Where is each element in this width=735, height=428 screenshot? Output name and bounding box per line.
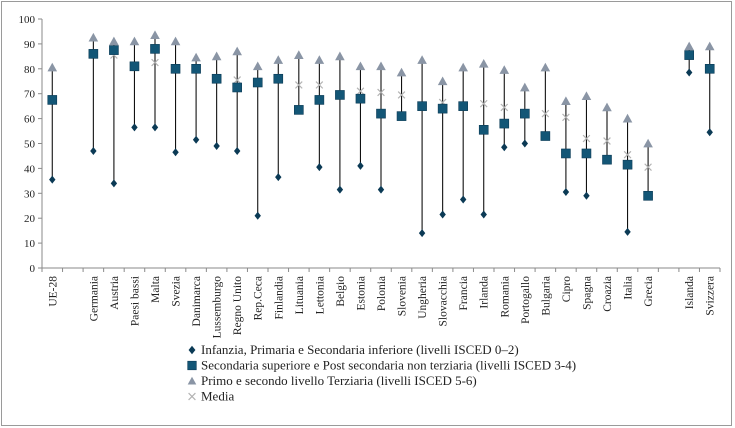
y-tick-label: 40: [24, 163, 35, 176]
tertiary-point: [273, 55, 283, 64]
tertiary-point: [130, 37, 140, 46]
x-tick-label: Rep.Ceca: [252, 276, 265, 321]
low-education-point: [172, 148, 178, 156]
legend: [188, 342, 576, 404]
x-tick-label: Danimarca: [191, 276, 204, 327]
tertiary-point: [499, 65, 509, 74]
y-tick-label: 10: [24, 238, 35, 251]
y-tick-label: 60: [24, 113, 35, 126]
y-tick-label: 90: [24, 38, 35, 51]
tertiary-point: [520, 83, 530, 92]
low-education-point: [501, 143, 507, 151]
x-tick-label: Austria: [108, 276, 121, 310]
low-education-point: [49, 176, 55, 184]
x-tick-label: Bulgaria: [540, 276, 553, 316]
tertiary-point: [47, 63, 57, 72]
upper-secondary-point: [315, 95, 324, 104]
legend-item: [188, 373, 477, 388]
tertiary-point: [376, 62, 386, 71]
upper-secondary-point: [48, 95, 57, 104]
legend-marker: [189, 346, 196, 355]
tertiary-point: [232, 47, 242, 56]
y-tick-label: 80: [24, 63, 35, 76]
legend-item: [188, 358, 576, 373]
x-tick-label: Irlanda: [478, 276, 491, 309]
low-education-point: [213, 142, 219, 150]
upper-secondary-point: [356, 94, 365, 103]
x-tick-label: Slovenia: [396, 276, 409, 317]
upper-secondary-point: [685, 51, 694, 60]
x-tick-label: Paesi bassi: [129, 276, 142, 327]
y-tick-label: 70: [24, 88, 35, 101]
upper-secondary-point: [582, 149, 591, 158]
tertiary-point: [561, 96, 571, 105]
tertiary-point: [643, 139, 653, 148]
x-tick-labels: [47, 276, 716, 339]
upper-secondary-point: [623, 160, 632, 169]
upper-secondary-point: [377, 109, 386, 118]
upper-secondary-point: [459, 102, 468, 111]
tertiary-point: [150, 30, 160, 39]
x-tick-label: Italia: [622, 276, 635, 300]
upper-secondary-point: [109, 46, 118, 55]
upper-secondary-point: [151, 44, 160, 53]
low-education-point: [90, 147, 96, 155]
tertiary-point: [438, 76, 448, 85]
upper-secondary-point: [418, 102, 427, 111]
upper-secondary-point: [603, 155, 612, 164]
x-tick-label: Lettonia: [314, 276, 327, 315]
tertiary-point: [684, 42, 694, 51]
low-education-point: [481, 210, 487, 218]
upper-secondary-point: [192, 64, 201, 73]
y-tick-label: 30: [24, 188, 35, 201]
low-education-point: [275, 173, 281, 181]
tertiary-point: [191, 53, 201, 62]
x-tick-label: Francia: [458, 276, 471, 311]
x-tick-label: Spagna: [581, 276, 594, 310]
x-tick-label: Croazia: [602, 276, 614, 312]
tertiary-point: [582, 91, 592, 100]
low-education-point: [131, 123, 137, 131]
low-education-point: [624, 228, 630, 236]
tertiary-point: [212, 52, 222, 61]
x-tick-label: Slovacchia: [437, 276, 450, 327]
upper-secondary-point: [89, 49, 98, 58]
tertiary-point: [705, 42, 715, 51]
upper-secondary-point: [705, 64, 714, 73]
upper-secondary-point: [130, 62, 139, 71]
low-education-point: [563, 188, 569, 196]
chart-frame: [1, 1, 732, 426]
y-tick-label: 20: [24, 213, 35, 226]
x-tick-label: Germania: [88, 276, 101, 322]
upper-secondary-point: [253, 78, 262, 87]
tertiary-point: [541, 63, 551, 72]
legend-label: Media: [201, 388, 235, 404]
x-tick-label: Lituania: [293, 276, 306, 315]
low-education-point: [419, 229, 425, 237]
tertiary-point: [397, 68, 407, 77]
low-education-point: [378, 186, 384, 194]
x-tick-label: Svezia: [170, 276, 183, 307]
upper-secondary-point: [500, 119, 509, 128]
upper-secondary-point: [520, 109, 529, 118]
y-tick-label: 0: [29, 263, 35, 275]
x-tick-label: Polonia: [376, 276, 388, 312]
x-tick-label: Svizzera: [704, 276, 717, 316]
low-education-point: [686, 69, 692, 77]
x-tick-label: Grecia: [643, 276, 656, 307]
tertiary-point: [253, 62, 263, 71]
x-tick-label: Regno Unito: [232, 276, 245, 336]
upper-secondary-point: [274, 74, 283, 83]
x-tick-label: Romania: [499, 275, 512, 318]
legend-label: Secondaria superiore e Post secondaria non terziaria (livelli ISCED 3-4): [201, 357, 577, 373]
upper-secondary-point: [212, 74, 221, 83]
tertiary-point: [479, 59, 489, 68]
legend-item: [189, 342, 519, 357]
tertiary-point: [89, 33, 99, 42]
tertiary-point: [417, 55, 427, 64]
tertiary-point: [315, 55, 325, 64]
low-education-point: [337, 186, 343, 194]
x-tick-label: Malta: [150, 276, 162, 303]
upper-secondary-point: [171, 64, 180, 73]
upper-secondary-point: [541, 132, 550, 141]
tertiary-point: [171, 37, 181, 46]
upper-secondary-point: [644, 191, 653, 200]
low-education-point: [234, 147, 240, 155]
x-tick-label: Lussemburgo: [211, 276, 224, 339]
legend-marker: [189, 393, 196, 400]
tertiary-point: [623, 114, 633, 123]
y-tick-label: 100: [18, 14, 35, 26]
x-tick-label: Finlandia: [273, 276, 286, 320]
upper-secondary-point: [335, 90, 344, 99]
upper-secondary-point: [438, 104, 447, 113]
upper-secondary-point: [397, 112, 406, 121]
upper-secondary-point: [294, 105, 303, 114]
x-tick-label: Islanda: [684, 276, 697, 310]
upper-secondary-point: [233, 83, 242, 92]
low-education-point: [193, 136, 199, 144]
low-education-point: [439, 210, 445, 218]
legend-label: Infanzia, Primaria e Secondaria inferiore (livelli ISCED 0–2): [201, 342, 519, 357]
low-education-point: [522, 140, 528, 148]
tertiary-point: [602, 103, 612, 112]
low-education-point: [111, 179, 117, 187]
x-tick-label: Belgio: [334, 276, 347, 307]
x-tick-label: Cipro: [560, 276, 573, 303]
low-education-point: [707, 128, 713, 136]
tertiary-point: [356, 62, 366, 71]
low-education-point: [255, 212, 261, 220]
low-education-point: [357, 162, 363, 170]
upper-secondary-point: [561, 149, 570, 158]
low-education-point: [152, 123, 158, 131]
y-tick-label: 50: [24, 138, 35, 151]
low-education-point: [316, 163, 322, 171]
tertiary-point: [458, 63, 468, 72]
low-education-point: [583, 192, 589, 200]
x-tick-label: UE-28: [47, 276, 60, 307]
legend-item: [189, 389, 235, 404]
x-tick-label: Ungheria: [417, 276, 430, 319]
legend-marker: [188, 361, 197, 370]
upper-secondary-point: [479, 125, 488, 134]
axes: [19, 14, 721, 275]
low-education-point: [460, 196, 466, 204]
legend-marker: [188, 377, 197, 385]
tertiary-point: [294, 50, 304, 59]
tertiary-point: [335, 52, 345, 61]
x-tick-label: Portogallo: [519, 276, 532, 324]
tertiary-point: [109, 37, 119, 46]
chart-svg: [2, 2, 733, 427]
legend-label: Primo e secondo livello Terziaria (livelli ISCED 5-6): [201, 373, 477, 388]
x-tick-label: Estonia: [355, 276, 368, 311]
